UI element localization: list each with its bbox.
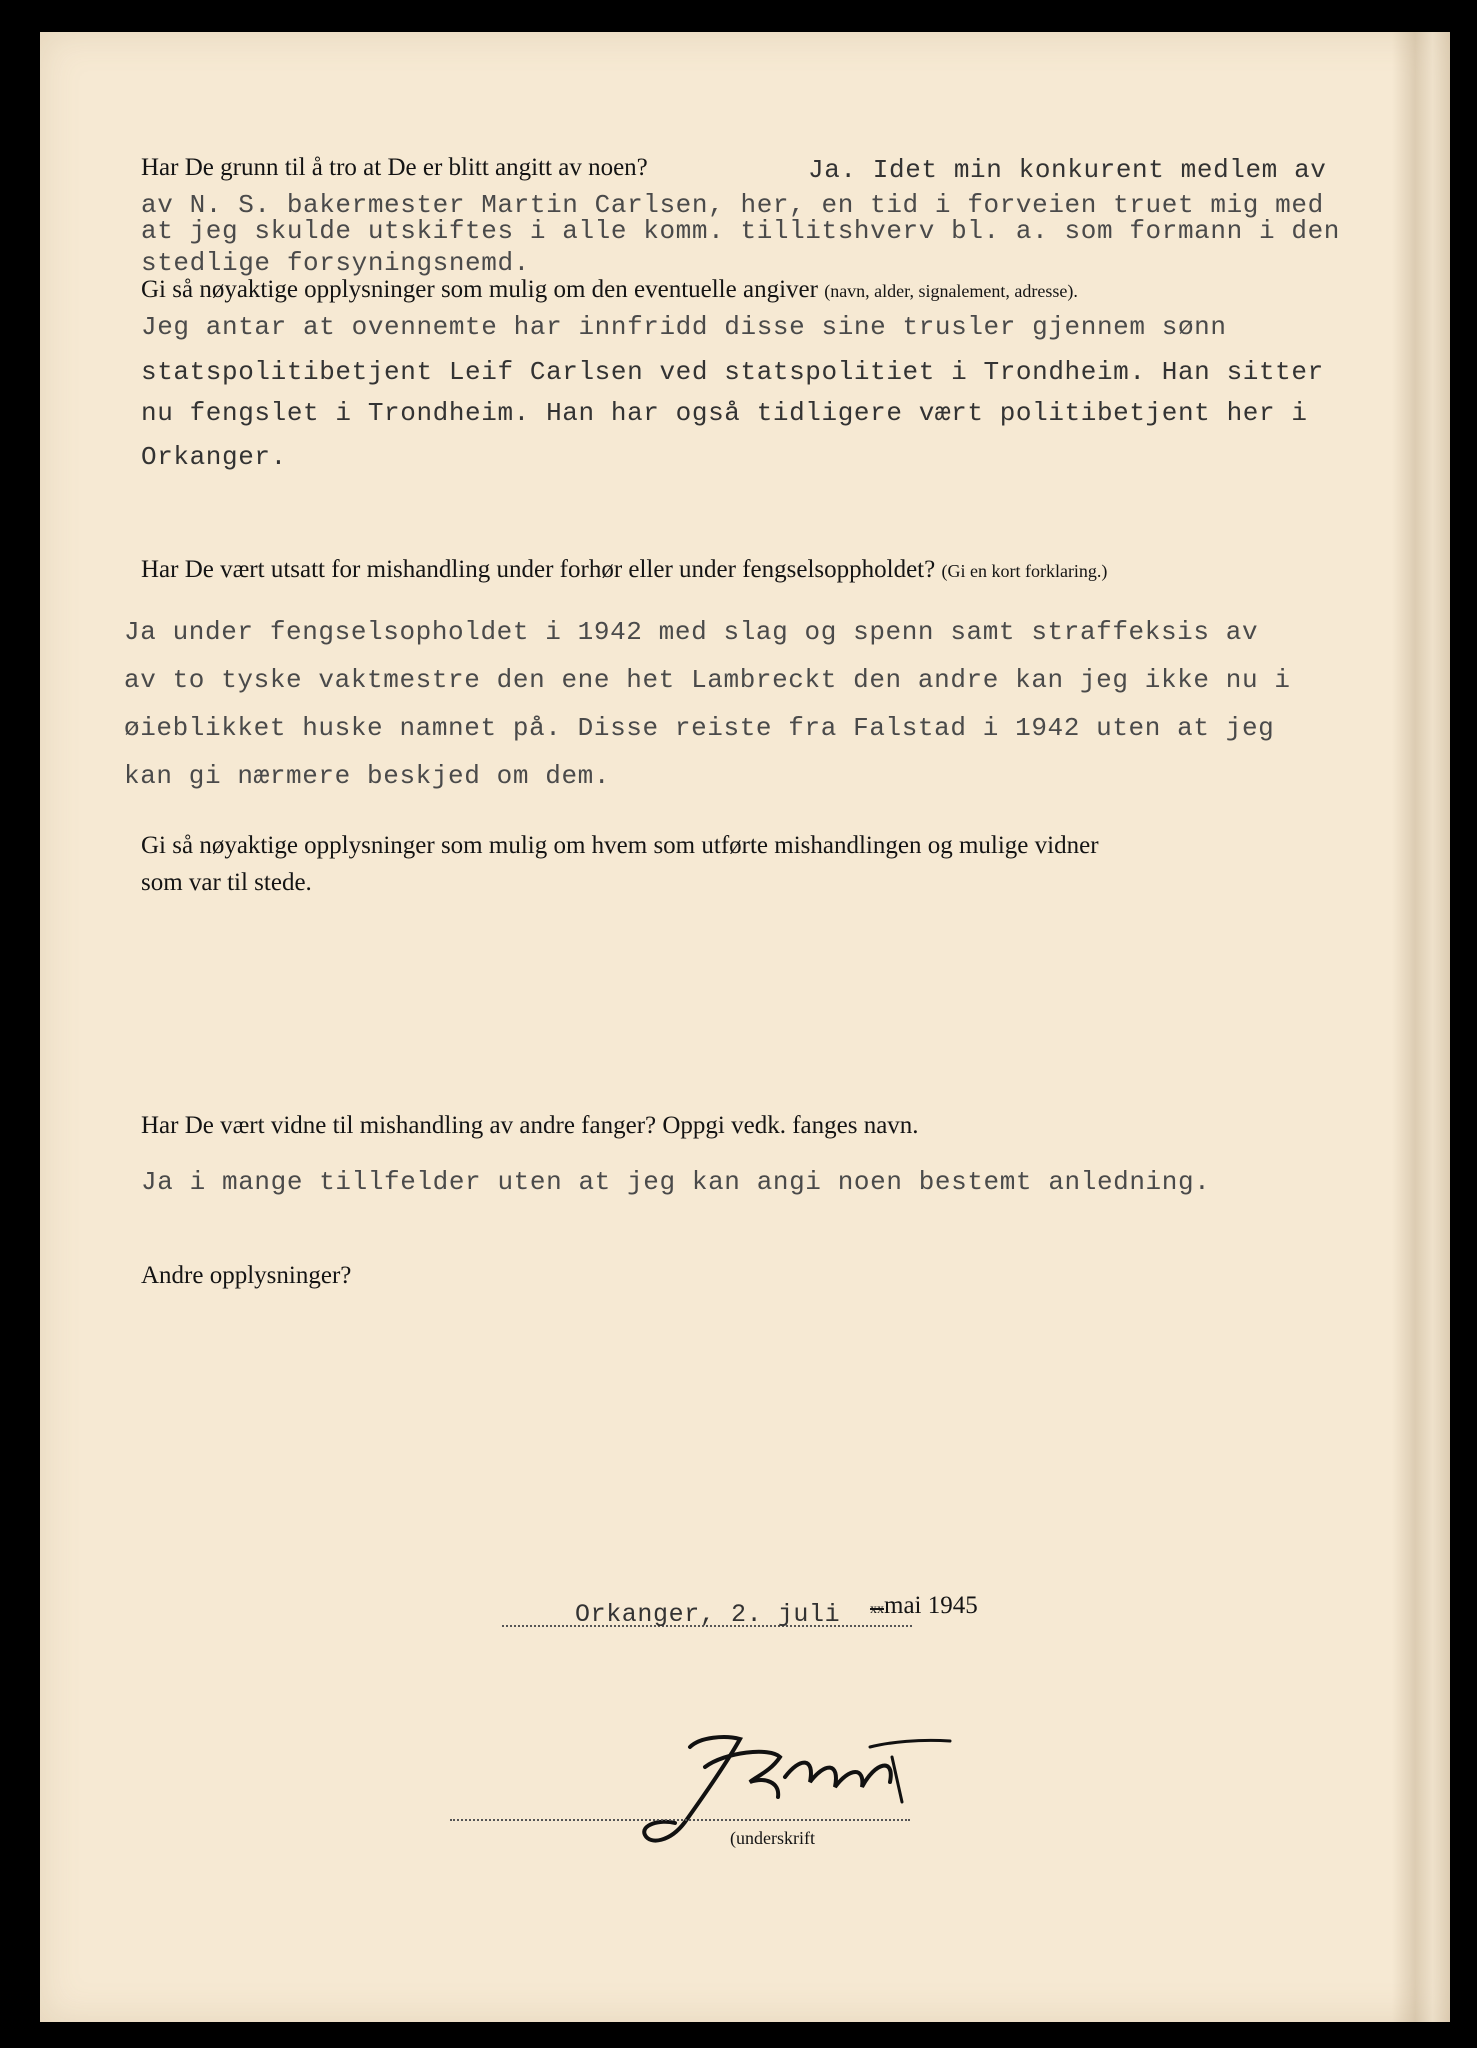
answer-vidne-line-1: Ja i mange tillfelder uten at jeg kan angi noen bestemt anledning. — [141, 1167, 1211, 1197]
page-fold-shadow — [1392, 32, 1450, 2022]
question-mishandling-text: Har De vært utsatt for mishandling under forhør eller under fengselsoppholdet? — [141, 556, 936, 583]
answer-angiver-line-4: Orkanger. — [141, 442, 287, 472]
question-mishandling — [141, 556, 1107, 584]
question-angiver — [141, 276, 1078, 304]
question-utforte-line-2: som var til stede. — [141, 869, 312, 896]
answer-angitt-line-3: at jeg skulde utskiftes i alle komm. tillitshverv bl. a. som formann i den — [141, 216, 1340, 246]
answer-angiver-line-3: nu fengslet i Trondheim. Han har også tidligere vært politibetjent her i — [141, 398, 1308, 428]
printed-date — [870, 1592, 978, 1620]
printed-year: 1945 — [927, 1592, 978, 1619]
question-mishandling-note: (Gi en kort forklaring.) — [941, 561, 1108, 581]
question-angiver-note: (navn, alder, signalement, adresse). — [824, 281, 1078, 301]
answer-angitt-line-2: av N. S. bakermester Martin Carlsen, her, en tid i forveien truet mig med — [141, 190, 1324, 220]
answer-mishandling-line-3: øieblikket huske namnet på. Disse reiste fra Falstad i 1942 uten at jeg — [124, 713, 1275, 743]
struck-printed-text: xx — [870, 1602, 884, 1617]
answer-angitt-line-1: Ja. Idet min konkurent medlem av — [808, 155, 1327, 185]
signature-label: (underskrift — [730, 1828, 815, 1848]
answer-angitt-line-4: stedlige forsyningsnemd. — [141, 248, 530, 278]
answer-mishandling-line-2: av to tyske vaktmestre den ene het Lambreckt den andre kan jeg ikke nu i — [124, 665, 1291, 695]
question-angiver-text: Gi så nøyaktige opplysninger som mulig om den eventuelle angiver — [141, 276, 818, 303]
document-page — [40, 32, 1450, 2022]
question-angitt: Har De grunn til å tro at De er blitt angitt av noen? — [141, 154, 648, 181]
place-date-typed: Orkanger, 2. juli — [575, 1600, 841, 1629]
answer-mishandling-line-4: kan gi nærmere beskjed om dem. — [124, 761, 611, 791]
answer-angiver-line-1: Jeg antar at ovennemte har innfridd disse sine trusler gjennem sønn — [141, 312, 1227, 342]
question-vidne: Har De vært vidne til mishandling av andre fanger? Oppgi vedk. fanges navn. — [141, 1112, 919, 1139]
question-utforte-line-1: Gi så nøyaktige opplysninger som mulig om hvem som utførte mishandlingen og mulige vidner — [141, 832, 1099, 859]
answer-mishandling-line-1: Ja under fengselsopholdet i 1942 med slag og spenn samt straffeksis av — [124, 617, 1259, 647]
answer-angiver-line-2: statspolitibetjent Leif Carlsen ved statspolitiet i Trondheim. Han sitter — [141, 357, 1324, 387]
printed-month: mai — [884, 1592, 922, 1619]
signature-dotted-line — [450, 1819, 910, 1821]
question-andre-opplysninger: Andre opplysninger? — [141, 1262, 352, 1289]
